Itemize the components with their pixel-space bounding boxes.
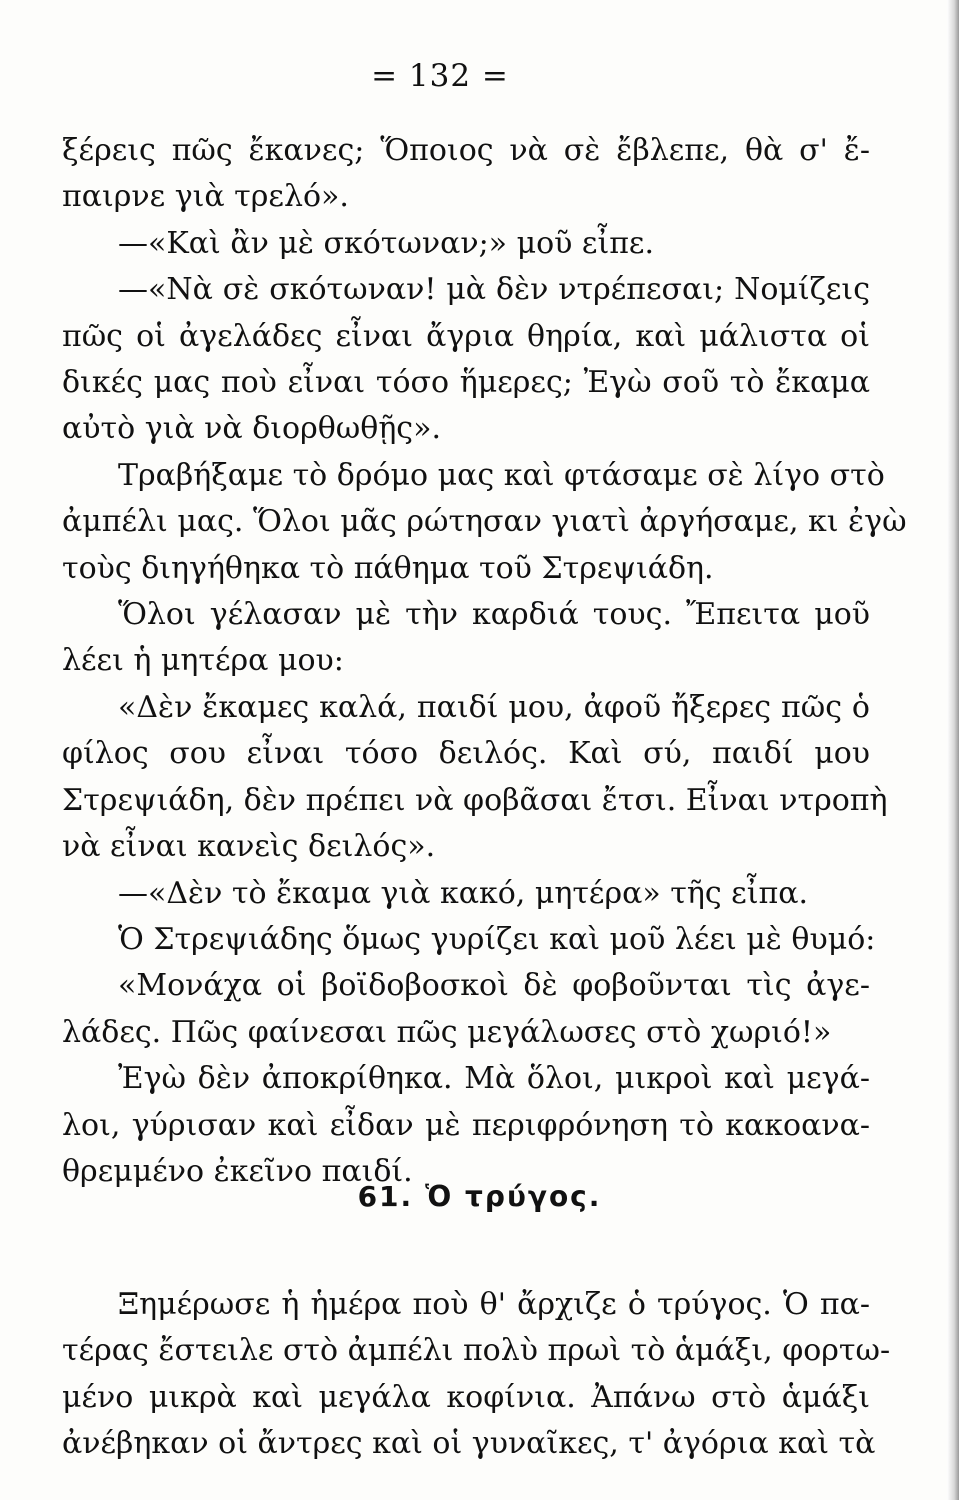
text-line: «Δὲν ἔκαμες καλά, παιδί μου, ἀφοῦ ἤξερες πῶς ὁ [118,689,870,725]
text-line: Ξημέρωσε ἡ ἡμέρα ποὺ θ' ἄρχιζε ὁ τρύγος. Ὁ πα- [118,1287,870,1322]
text-line: Ὅλοι γέλασαν μὲ τὴν καρδιά τους. Ἔπειτα μοῦ [118,597,870,633]
text-line: Ἐγὼ δὲν ἀποκρίθηκα. Μὰ ὅλοι, μικροὶ καὶ μεγά- [118,1061,870,1097]
chapter-number: 61. [357,1180,414,1213]
text-line: λάδες. Πῶς φαίνεσαι πῶς μεγάλωσες στὸ χωριό!» [62,1014,832,1050]
paragraph-block-top [62,128,907,1195]
text-line: αὐτὸ γιὰ νὰ διορθωθῇς». [62,411,441,447]
text-line: ἀνέβηκαν οἱ ἄντρες καὶ οἱ γυναῖκες, τ' ἀγόρια καὶ τὰ [62,1426,876,1462]
paragraph-block-bottom [62,1282,891,1468]
text-line: —«Καὶ ἂν μὲ σκότωναν;» μοῦ εἶπε. [118,225,655,261]
text-line: —«Δὲν τὸ ἔκαμα γιὰ κακό, μητέρα» τῆς εἶπα. [118,875,808,911]
text-line: δικές μας ποὺ εἶναι τόσο ἥμερες; Ἐγὼ σοῦ τὸ ἔκαμα [62,365,870,401]
text-line: —«Νὰ σὲ σκότωναν! μὰ δὲν ντρέπεσαι; Νομίζεις [118,272,870,308]
chapter-heading [0,1180,959,1213]
text-line: Ὁ Στρεψιάδης ὅμως γυρίζει καὶ μοῦ λέει μὲ θυμό: [118,921,876,957]
text-line: λοι, γύρισαν καὶ εἶδαν μὲ περιφρόνηση τὸ κακοανα- [62,1107,870,1143]
text-line: ἀμπέλι μας. Ὅλοι μᾶς ρώτησαν γιατὶ ἀργήσαμε, κι ἐγὼ [62,504,907,540]
text-line: νὰ εἶναι κανεὶς δειλός». [62,829,436,865]
chapter-title: Ὁ τρύγος. [425,1180,602,1213]
text-line: φίλος σου εἶναι τόσο δειλός. Καὶ σύ, παιδί μου [62,736,870,772]
text-line: θρεμμένο ἐκεῖνο παιδί. [62,1153,413,1189]
text-line: «Μονάχα οἱ βοϊδοβοσκοὶ δὲ φοβοῦνται τὶς ἀγε- [118,968,870,1004]
text-line: μένο μικρὰ καὶ μεγάλα κοφίνια. Ἀπάνω στὸ ἁμάξι [62,1379,870,1415]
text-line: πῶς οἱ ἀγελάδες εἶναι ἄγρια θηρία, καὶ μάλιστα οἱ [62,318,870,354]
text-line: Τραβήξαμε τὸ δρόμο μας καὶ φτάσαμε σὲ λίγο στὸ [118,457,885,493]
text-line: τοὺς διηγήθηκα τὸ πάθημα τοῦ Στρεψιάδη. [62,550,714,586]
text-line: παιρνε γιὰ τρελό». [62,179,349,215]
text-line: Στρεψιάδη, δὲν πρέπει νὰ φοβᾶσαι ἔτσι. Εἶναι ντροπὴ [62,782,888,818]
page-number: = 132 = [371,58,509,94]
text-line: τέρας ἔστειλε στὸ ἀμπέλι πολὺ πρωὶ τὸ ἁμάξι, φορτω- [62,1333,891,1369]
text-line: λέει ἡ μητέρα μου: [62,643,344,679]
text-line: ξέρεις πῶς ἔκανες; Ὅποιος νὰ σὲ ἔβλεπε, θὰ σ' ἔ- [62,133,870,168]
page-edge-shadow [947,0,959,1500]
